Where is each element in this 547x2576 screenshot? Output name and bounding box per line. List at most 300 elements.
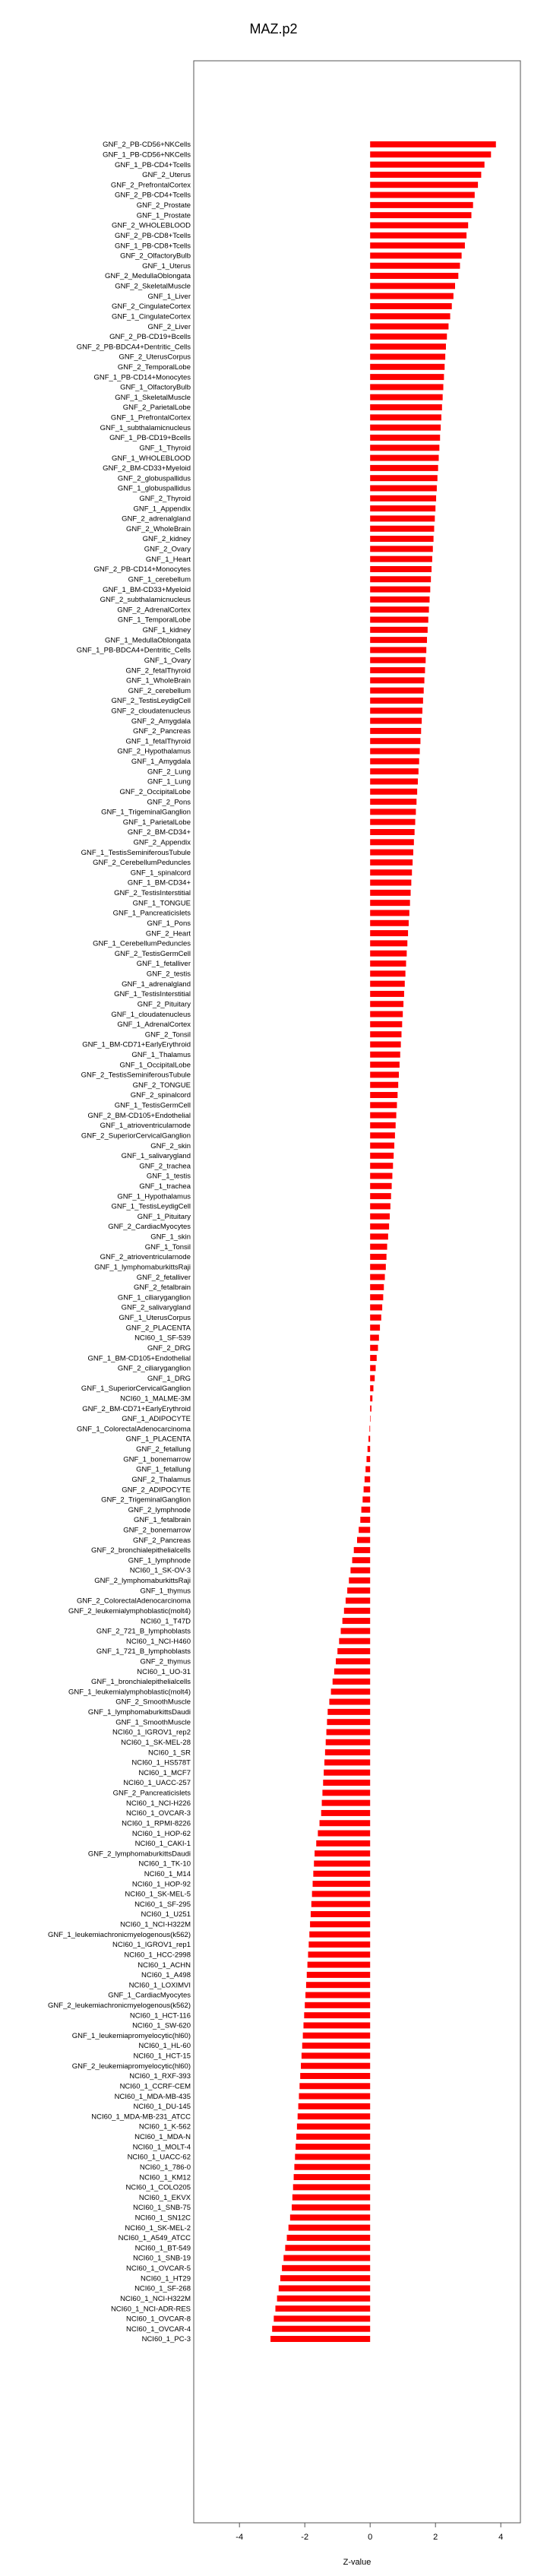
category-label: GNF_1_cerebellum: [128, 575, 191, 584]
bar: [370, 789, 417, 795]
category-label: GNF_1_PB-CD4+Tcells: [114, 160, 191, 169]
bar: [294, 2164, 370, 2170]
category-label: GNF_1_fetalbrain: [134, 1516, 191, 1525]
category-label: GNF_2_Hypothalamus: [117, 747, 191, 756]
category-label: NCI60_1_MALME-3M: [120, 1394, 191, 1404]
category-label: GNF_2_BM-CD105+Endothelial: [87, 1111, 191, 1120]
category-label: GNF_1_721_B_lymphoblasts: [96, 1647, 191, 1657]
category-label: GNF_2_ParietalLobe: [122, 403, 191, 413]
category-label: NCI60_1_NCI-ADR-RES: [110, 2305, 191, 2314]
category-label: GNF_1_UterusCorpus: [119, 1314, 191, 1323]
category-label: GNF_1_WHOLEBLOOD: [112, 454, 191, 463]
category-label: GNF_1_SuperiorCervicalGanglion: [81, 1385, 191, 1394]
category-label: NCI60_1_KM12: [139, 2173, 191, 2182]
category-label: GNF_2_CerebellumPeduncles: [93, 859, 191, 868]
category-label: GNF_2_Lung: [147, 767, 191, 777]
category-label: GNF_2_bronchialepithelialcells: [91, 1546, 191, 1555]
category-label: GNF_1_PLACENTA: [125, 1435, 191, 1444]
category-label: GNF_2_TestisGermCell: [114, 949, 191, 958]
bar: [370, 1071, 399, 1078]
bar: [370, 951, 406, 957]
bar: [370, 1132, 395, 1138]
category-label: GNF_1_AdrenalCortex: [117, 1021, 191, 1030]
category-label: NCI60_1_SK-OV-3: [129, 1566, 191, 1575]
bar: [322, 1800, 371, 1806]
category-label: GNF_1_CingulateCortex: [111, 312, 191, 321]
bar: [370, 343, 446, 350]
category-label: GNF_1_kidney: [142, 626, 191, 635]
bar: [370, 1193, 391, 1199]
bar: [370, 1122, 396, 1128]
category-label: GNF_1_PB-CD14+Monocytes: [93, 373, 191, 382]
category-label: GNF_2_Uterus: [142, 171, 191, 180]
bar: [362, 1496, 370, 1502]
category-label: GNF_2_Ovary: [144, 545, 191, 554]
bar: [364, 1486, 371, 1492]
bar: [370, 1173, 392, 1179]
bar: [326, 1739, 370, 1745]
category-label: GNF_2_skin: [150, 1141, 191, 1150]
category-label: NCI60_1_SF-539: [134, 1334, 191, 1343]
category-label: GNF_2_PB-CD56+NKCells: [103, 141, 191, 150]
bar: [370, 1355, 377, 1361]
category-label: GNF_2_globuspallidus: [117, 474, 191, 483]
bar: [370, 778, 418, 784]
category-label: GNF_1_TestisLeydigCell: [111, 1202, 191, 1211]
category-label: GNF_2_thymus: [140, 1657, 191, 1666]
bar: [369, 1426, 370, 1432]
category-label: GNF_2_lymphomaburkittsRaji: [94, 1577, 191, 1586]
category-label: GNF_1_DRG: [147, 1374, 191, 1383]
bar: [354, 1547, 371, 1553]
bar: [370, 505, 435, 511]
category-label: NCI60_1_SR: [148, 1748, 191, 1758]
bar: [287, 2235, 371, 2241]
bar: [370, 212, 471, 218]
category-label: GNF_1_Ovary: [144, 656, 191, 665]
category-label: NCI60_1_K-562: [138, 2122, 191, 2131]
bar: [370, 515, 435, 521]
category-label: NCI60_1_MOLT-4: [132, 2143, 191, 2152]
category-label: NCI60_1_OVCAR-5: [125, 2264, 191, 2274]
category-label: GNF_1_ColorectalAdenocarcinoma: [77, 1425, 191, 1434]
x-tick-label: 0: [368, 2533, 373, 2542]
bar: [298, 2113, 370, 2119]
category-label: GNF_1_OlfactoryBulb: [120, 383, 191, 392]
bar: [370, 556, 432, 562]
bar: [303, 2033, 371, 2039]
bar: [331, 1688, 371, 1695]
bar: [370, 1203, 390, 1209]
category-label: GNF_1_PB-CD19+Bcells: [109, 434, 191, 443]
category-label: NCI60_1_HT29: [140, 2274, 191, 2283]
bar: [370, 1395, 372, 1401]
category-label: NCI60_1_SNB-19: [132, 2254, 191, 2263]
bar: [370, 273, 458, 279]
category-label: GNF_1_TemporalLobe: [117, 616, 191, 625]
x-tick-label: -2: [301, 2533, 309, 2542]
bar: [370, 242, 465, 248]
x-tick-label: 4: [498, 2533, 504, 2542]
bar: [370, 566, 432, 572]
bar: [360, 1517, 370, 1523]
bar: [349, 1578, 370, 1584]
bar: [299, 2083, 370, 2089]
bar: [300, 2073, 370, 2079]
category-label: NCI60_1_NCI-H226: [125, 1799, 191, 1808]
bar: [370, 1385, 373, 1391]
bar: [370, 455, 438, 461]
bar: [370, 758, 419, 764]
category-label: NCI60_1_RPMI-8226: [122, 1819, 191, 1828]
bar: [370, 910, 409, 916]
category-label: GNF_1_PB-CD56+NKCells: [103, 150, 191, 160]
bar: [370, 1183, 391, 1189]
category-label: GNF_1_BM-CD71+EarlyErythroid: [82, 1040, 191, 1049]
category-label: GNF_1_BM-CD33+Myeloid: [103, 585, 191, 594]
category-label: GNF_1_BM-CD105+Endothelial: [87, 1354, 191, 1363]
category-label: NCI60_1_BT-549: [134, 2244, 191, 2253]
category-label: GNF_2_TestisInterstitial: [114, 889, 191, 898]
bar: [344, 1608, 370, 1614]
bar: [321, 1810, 371, 1816]
bar: [304, 2012, 370, 2018]
bar: [370, 263, 460, 269]
bar: [370, 587, 430, 593]
category-label: GNF_1_lymphomaburkittsDaudi: [87, 1708, 191, 1717]
category-label: GNF_1_CerebellumPeduncles: [93, 939, 191, 948]
bar: [292, 2195, 370, 2201]
category-label: NCI60_1_OVCAR-4: [125, 2324, 191, 2334]
category-label: GNF_2_cerebellum: [128, 686, 191, 695]
category-label: GNF_1_globuspallidus: [117, 484, 191, 493]
category-label: GNF_1_trachea: [139, 1182, 191, 1191]
category-label: NCI60_1_CCRF-CEM: [119, 2082, 191, 2091]
category-label: GNF_2_PB-CD14+Monocytes: [93, 565, 191, 574]
category-label: GNF_2_OccipitalLobe: [119, 787, 191, 796]
bar: [299, 2093, 370, 2100]
bar: [370, 526, 434, 532]
bar: [334, 1669, 370, 1675]
bar: [370, 1233, 388, 1239]
bar: [353, 1557, 371, 1563]
bar: [370, 859, 413, 866]
bar: [370, 445, 439, 451]
bar: [370, 1001, 403, 1007]
bar: [370, 283, 455, 289]
category-label: GNF_2_fetallung: [136, 1445, 191, 1454]
bar: [370, 303, 452, 309]
category-label: NCI60_1_PC-3: [141, 2335, 191, 2344]
category-label: GNF_2_Pons: [147, 798, 191, 807]
bar: [362, 1507, 371, 1513]
bar: [370, 1031, 401, 1037]
category-label: GNF_1_bronchialepithelialcells: [91, 1678, 191, 1687]
bar: [370, 617, 428, 623]
bar: [301, 2063, 370, 2069]
bar: [325, 1749, 370, 1755]
bar: [327, 1729, 371, 1735]
bar: [370, 1214, 390, 1220]
bar: [370, 1021, 402, 1027]
category-label: GNF_2_fetalThyroid: [125, 666, 191, 676]
bar: [320, 1820, 371, 1826]
category-label: NCI60_1_RXF-393: [129, 2072, 191, 2081]
category-label: NCI60_1_SF-268: [134, 2284, 191, 2293]
bar: [370, 698, 423, 704]
bar: [370, 1365, 375, 1371]
bar: [313, 1871, 370, 1877]
category-label: GNF_2_kidney: [142, 535, 191, 544]
bar: [292, 2204, 370, 2210]
bar: [309, 1932, 370, 1938]
category-label: GNF_1_leukemialymphoblastic(molt4): [68, 1688, 191, 1697]
category-label: NCI60_1_DU-145: [133, 2103, 191, 2112]
bar: [370, 486, 437, 492]
category-label: GNF_2_BM-CD34+: [127, 828, 191, 837]
category-labels-group: [48, 141, 191, 2343]
bar: [276, 2305, 371, 2312]
category-label: GNF_1_TrigeminalGanglion: [101, 808, 191, 817]
category-label: GNF_2_PrefrontalCortex: [110, 181, 191, 190]
category-label: GNF_2_adrenalgland: [122, 514, 191, 524]
category-label: GNF_1_spinalcord: [130, 869, 191, 878]
bar: [370, 141, 496, 147]
bar: [370, 900, 409, 906]
category-label: GNF_2_AdrenalCortex: [117, 606, 191, 615]
bar: [307, 1972, 370, 1978]
category-label: GNF_1_Appendix: [133, 505, 191, 514]
category-label: GNF_1_BM-CD34+: [127, 878, 191, 888]
category-label: GNF_1_Pancreaticislets: [112, 909, 191, 918]
bar: [370, 495, 436, 502]
category-label: NCI60_1_UACC-257: [123, 1779, 191, 1788]
category-label: GNF_2_Pituitary: [137, 1000, 191, 1009]
category-label: GNF_2_CingulateCortex: [111, 302, 191, 312]
bar: [324, 1770, 370, 1776]
bar: [333, 1679, 370, 1685]
category-label: NCI60_1_M14: [144, 1869, 191, 1878]
bar: [370, 1102, 397, 1108]
category-label: NCI60_1_HCT-116: [129, 2011, 191, 2021]
bar: [289, 2225, 371, 2231]
category-label: GNF_1_PB-BDCA4+Dentritic_Cells: [76, 646, 191, 655]
bar: [370, 1345, 378, 1351]
bar: [370, 182, 478, 188]
category-label: GNF_2_leukemialymphoblastic(molt4): [68, 1606, 191, 1616]
category-label: GNF_1_Liver: [147, 292, 191, 301]
bar: [313, 1881, 371, 1887]
bar: [308, 1951, 371, 1957]
category-label: GNF_1_Prostate: [136, 211, 191, 220]
category-label: NCI60_1_SNB-75: [132, 2204, 191, 2213]
bar: [312, 1891, 371, 1897]
bar: [370, 1041, 400, 1047]
category-label: NCI60_1_NCI-H460: [125, 1637, 191, 1646]
category-label: GNF_2_WHOLEBLOOD: [112, 221, 191, 230]
category-label: NCI60_1_IGROV1_rep2: [112, 1728, 191, 1737]
bar: [285, 2245, 370, 2251]
bar: [370, 606, 428, 612]
bar: [370, 1153, 394, 1159]
bar: [302, 2052, 370, 2059]
category-label: NCI60_1_MCF7: [138, 1768, 191, 1777]
bar: [370, 222, 468, 228]
category-label: NCI60_1_MDA-N: [134, 2133, 191, 2142]
category-label: GNF_1_testis: [146, 1172, 191, 1181]
bar: [370, 1143, 394, 1149]
bar: [370, 920, 409, 926]
category-label: GNF_2_TestisLeydigCell: [111, 697, 191, 706]
category-label: NCI60_1_LOXIMVI: [128, 1981, 191, 1990]
category-label: GNF_2_salivarygland: [121, 1303, 191, 1312]
category-label: NCI60_1_EKVX: [138, 2193, 191, 2202]
bar: [370, 1334, 379, 1340]
bar: [336, 1658, 370, 1664]
bar: [295, 2154, 370, 2160]
category-label: GNF_1_TONGUE: [132, 899, 191, 908]
category-label: NCI60_1_MDA-MB-435: [114, 2092, 191, 2101]
category-label: GNF_2_cloudatenucleus: [111, 707, 191, 716]
category-label: NCI60_1_OVCAR-8: [125, 2315, 191, 2324]
category-label: GNF_1_subthalamicnucleus: [100, 423, 191, 432]
category-label: GNF_1_WholeBrain: [125, 676, 191, 685]
bar: [370, 546, 433, 552]
bar: [365, 1466, 370, 1472]
category-label: GNF_2_BM-CD71+EarlyErythroid: [82, 1404, 191, 1413]
bar: [370, 364, 444, 370]
bar: [314, 1860, 370, 1866]
bar: [370, 425, 441, 431]
bar: [370, 677, 424, 683]
category-label: NCI60_1_NCI-H322M: [120, 2294, 191, 2303]
bar: [297, 2124, 370, 2130]
chart-title: MAZ.p2: [249, 21, 298, 36]
category-label: NCI60_1_SW-620: [132, 2021, 191, 2030]
category-label: GNF_2_Pancreas: [132, 1536, 191, 1545]
bar: [365, 1476, 370, 1483]
bar: [322, 1790, 370, 1796]
bar: [359, 1527, 370, 1533]
bar: [370, 718, 422, 724]
bar: [280, 2275, 370, 2281]
bar: [370, 414, 441, 420]
category-label: GNF_1_lymphomaburkittsRaji: [94, 1263, 191, 1272]
category-label: GNF_1_ciliaryganglion: [117, 1293, 191, 1302]
category-label: GNF_1_thymus: [140, 1587, 191, 1596]
category-label: GNF_1_OccipitalLobe: [119, 1061, 191, 1070]
category-label: GNF_2_spinalcord: [130, 1091, 191, 1100]
bar: [370, 1294, 383, 1300]
category-label: GNF_1_TestisSeminiferousTubule: [81, 848, 191, 857]
bar: [303, 2022, 370, 2028]
bar: [315, 1850, 370, 1856]
category-label: GNF_1_fetalThyroid: [125, 737, 191, 746]
bar: [370, 768, 419, 774]
bar: [370, 707, 422, 714]
bar: [343, 1618, 371, 1624]
category-label: NCI60_1_COLO205: [125, 2183, 191, 2192]
bar: [370, 1112, 396, 1119]
bar: [370, 1223, 389, 1229]
bar: [370, 1406, 372, 1412]
category-label: NCI60_1_IGROV1_rep1: [112, 1941, 191, 1950]
category-label: GNF_2_Liver: [147, 322, 191, 331]
category-label: GNF_2_lymphomaburkittsDaudi: [87, 1850, 191, 1859]
category-label: GNF_2_ColorectalAdenocarcinoma: [77, 1597, 191, 1606]
bar: [305, 1992, 370, 1998]
category-label: NCI60_1_MDA-MB-231_ATCC: [91, 2112, 191, 2122]
bar: [370, 1163, 393, 1169]
category-label: GNF_2_PLACENTA: [125, 1324, 191, 1333]
category-label: GNF_1_bonemarrow: [123, 1455, 191, 1464]
category-label: GNF_2_Pancreaticislets: [112, 1789, 191, 1798]
category-label: NCI60_1_HCC-2998: [124, 1951, 191, 1960]
bar: [370, 353, 445, 359]
category-label: NCI60_1_A549_ATCC: [118, 2234, 191, 2243]
bar: [279, 2285, 370, 2291]
category-label: NCI60_1_TK-10: [138, 1859, 191, 1869]
bar: [370, 657, 425, 663]
bar: [302, 2043, 370, 2049]
bar: [305, 2002, 370, 2008]
bar: [370, 890, 410, 896]
bar: [370, 991, 404, 997]
bar: [341, 1628, 371, 1634]
bar: [370, 374, 444, 380]
bar: [370, 728, 421, 734]
bar: [370, 1375, 375, 1381]
category-label: GNF_1_cloudatenucleus: [111, 1010, 191, 1019]
bar: [370, 809, 416, 815]
category-label: NCI60_1_SF-295: [134, 1900, 191, 1909]
category-label: GNF_2_Tonsil: [144, 1030, 191, 1040]
category-label: GNF_1_SmoothMuscle: [115, 1718, 191, 1727]
bar: [370, 597, 429, 603]
bar: [370, 819, 415, 825]
bar: [282, 2265, 370, 2271]
category-label: GNF_2_PB-CD4+Tcells: [114, 191, 191, 200]
category-label: GNF_2_TemporalLobe: [117, 362, 191, 372]
x-tick-label: 2: [433, 2533, 438, 2542]
bar: [311, 1901, 370, 1907]
bar: [370, 940, 407, 946]
category-label: GNF_2_Pancreas: [132, 727, 191, 736]
bar: [370, 1284, 384, 1290]
bar: [370, 151, 491, 157]
category-label: GNF_1_TestisInterstitial: [114, 990, 191, 999]
bar: [370, 384, 443, 390]
bar: [370, 1244, 387, 1250]
category-label: NCI60_1_UACC-62: [127, 2153, 191, 2162]
category-label: NCI60_1_HOP-62: [131, 1829, 191, 1838]
category-label: GNF_1_adrenalgland: [122, 979, 191, 989]
category-label: NCI60_1_SK-MEL-2: [125, 2223, 191, 2233]
bar: [370, 1274, 384, 1280]
category-label: GNF_1_TestisGermCell: [114, 1101, 191, 1110]
bar: [294, 2174, 371, 2180]
category-label: GNF_2_TrigeminalGanglion: [101, 1495, 191, 1505]
bar: [370, 475, 438, 481]
category-label: NCI60_1_SK-MEL-28: [121, 1738, 191, 1747]
category-label: GNF_1_leukemiachronicmyelogenous(k562): [48, 1930, 191, 1939]
category-label: GNF_1_leukemiapromyelocytic(hl60): [71, 2031, 191, 2040]
category-label: GNF_2_MedullaOblongata: [104, 272, 191, 281]
bar: [370, 172, 481, 178]
category-label: GNF_2_trachea: [139, 1162, 191, 1171]
category-label: GNF_2_leukemiapromyelocytic(hl60): [71, 2062, 191, 2071]
bar: [370, 313, 450, 319]
